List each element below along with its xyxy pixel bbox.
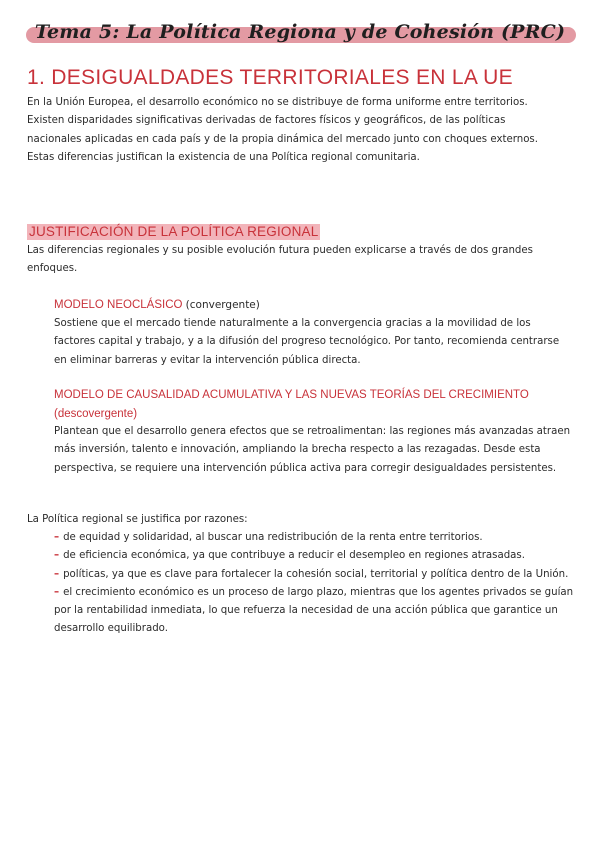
model-causalidad-text: Plantean que el desarrollo genera efectos que se retroalimentan: las regiones más avanzadas atraen más inversión, talento e innovación, ampliando la brecha respecto a las rezagadas. Desde esta perspectiva, se requiere una intervención pública activa para corregir desigualdades persistentes. bbox=[54, 426, 571, 474]
reason-text: de equidad y solidaridad, al buscar una redistribución de la renta entre territorios. bbox=[63, 532, 483, 543]
reasons-intro: La Política regional se justifica por razones: bbox=[27, 514, 248, 525]
model-neoclasico-title bbox=[54, 296, 574, 314]
reason-text: el crecimiento económico es un proceso de largo plazo, mientras que los agentes privados se guían por la rentabilidad inmediata, lo que refuerza la necesidad de una acción pública que garantice un desarrollo equilibrado. bbox=[54, 586, 574, 635]
reason-text: de eficiencia económica, ya que contribuye a reducir el desempleo en regiones atrasadas. bbox=[63, 550, 525, 562]
section-paragraph-desigualdades: En la Unión Europea, el desarrollo económico no se distribuye de forma uniforme entre territorios. Existen disparidades significativas derivadas de factores físicos y geográficos, de las políticas nacionales aplicadas en cada país y de la propia dinámica del mercado junto con choques externos. Estas diferencias justifican la existencia de una Política regional comunitaria. bbox=[27, 97, 538, 163]
dash-bullet: – bbox=[54, 586, 60, 598]
list-item bbox=[54, 584, 574, 639]
list-item bbox=[54, 566, 574, 584]
dash-bullet: – bbox=[54, 568, 60, 580]
model-causalidad-note: (descovergente) bbox=[54, 407, 138, 420]
reasons-list bbox=[54, 529, 574, 639]
model-causalidad-title bbox=[54, 386, 574, 423]
section-heading-desigualdades: 1. DESIGUALDADES TERRITORIALES EN LA UE bbox=[27, 66, 513, 89]
list-item bbox=[54, 547, 574, 565]
model-causalidad-name: MODELO DE CAUSALIDAD ACUMULATIVA Y LAS NUEVAS TEORÍAS DEL CRECIMIENTO bbox=[54, 389, 529, 401]
subheading-wrapper bbox=[27, 221, 320, 240]
model-neoclasico-name: MODELO NEOCLÁSICO bbox=[54, 299, 183, 311]
dash-bullet: – bbox=[54, 532, 60, 543]
justificacion-intro: Las diferencias regionales y su posible evolución futura pueden explicarse a través de dos grandes enfoques. bbox=[27, 245, 533, 275]
model-neoclasico-text: Sostiene que el mercado tiende naturalmente a la convergencia gracias a la movilidad de los factores capital y trabajo, y a la difusión del progreso tecnológico. Por tanto, recomienda centrarse en eliminar barreras y evitar la intervención pública directa. bbox=[54, 318, 560, 366]
dash-bullet: – bbox=[54, 550, 60, 562]
list-item bbox=[54, 529, 574, 547]
section-heading-justificacion: JUSTIFICACIÓN DE LA POLÍTICA REGIONAL bbox=[29, 224, 319, 239]
model-neoclasico-note: (convergente) bbox=[185, 299, 260, 311]
page-title: Tema 5: La Política Regiona y de Cohesión (PRC) bbox=[34, 21, 566, 43]
reason-text: políticas, ya que es clave para fortalecer la cohesión social, territorial y política dentro de la Unión. bbox=[63, 568, 569, 580]
